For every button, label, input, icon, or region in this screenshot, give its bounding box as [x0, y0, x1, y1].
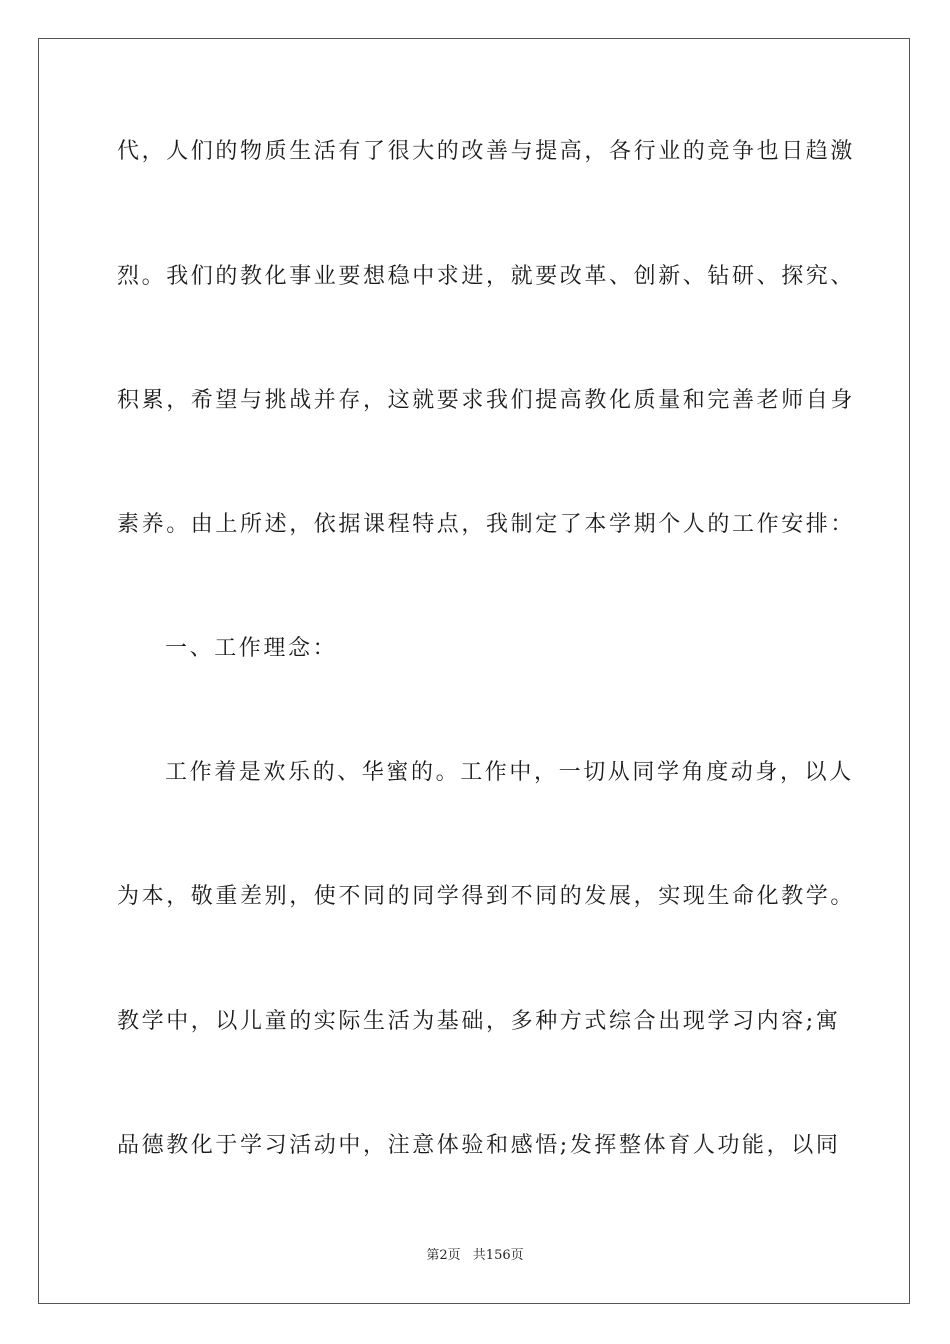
- body-text-line-4: 素养。由上所述，依据课程特点，我制定了本学期个人的工作安排：: [117, 512, 856, 537]
- body-text-line-2: 烈。我们的教化事业要想稳中求进，就要改革、创新、钻研、探究、: [117, 264, 856, 289]
- body-text-line-8: 品德教化于学习活动中，注意体验和感悟;发挥整体育人功能，以同: [117, 1133, 841, 1158]
- total-page-count: 共156页: [472, 1248, 524, 1263]
- body-text-line-3: 积累，希望与挑战并存，这就要求我们提高教化质量和完善老师自身: [117, 388, 856, 413]
- body-text-line-1: 代，人们的物质生活有了很大的改善与提高，各行业的竞争也日趋激: [117, 139, 856, 164]
- body-text-line-5: 工作着是欢乐的、华蜜的。工作中，一切从同学角度动身，以人: [165, 760, 854, 785]
- page-border: [38, 38, 910, 1304]
- body-text-line-6: 为本，敬重差别，使不同的同学得到不同的发展，实现生命化教学。: [117, 884, 856, 909]
- page-footer: [0, 1248, 950, 1264]
- body-text-line-7: 教学中，以儿童的实际生活为基础，多种方式综合出现学习内容;寓: [117, 1009, 841, 1034]
- section-heading: 一、工作理念：: [165, 636, 338, 661]
- current-page-number: 第2页: [426, 1248, 461, 1263]
